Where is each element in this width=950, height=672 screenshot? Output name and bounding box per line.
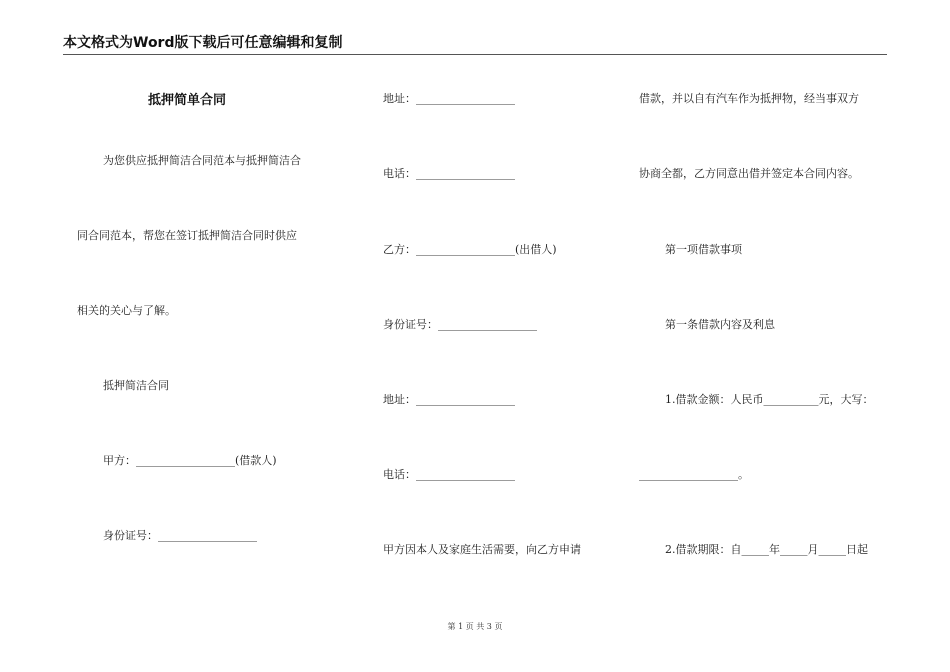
party-b-line: 乙方：__________________(出借人) — [383, 243, 557, 256]
header-text: 本文格式为Word版下载后可任意编辑和复制 — [63, 35, 343, 51]
paragraph-line: 相关的关心与了解。 — [77, 304, 176, 317]
paragraph-line: 为您供应抵押简洁合同范本与抵押简洁合 — [103, 154, 301, 167]
section-heading: 第一项借款事项 — [665, 243, 742, 256]
paragraph-line: 甲方因本人及家庭生活需要，向乙方申请 — [383, 543, 581, 556]
loan-amount-line: 1.借款金额：人民币__________元，大写： — [665, 393, 874, 406]
address-line: 地址：__________________ — [383, 393, 515, 406]
paragraph-line: 协商全都，乙方同意出借并签定本合同内容。 — [639, 167, 859, 180]
page-header — [63, 34, 887, 55]
id-number-line: 身份证号：__________________ — [383, 318, 537, 331]
page-number: 第 1 页 共 3 页 — [447, 622, 503, 631]
id-number-line: 身份证号：__________________ — [103, 529, 257, 542]
document-title: 抵押简单合同 — [148, 93, 227, 108]
paragraph-line: 借款，并以自有汽车作为抵押物，经当事双方 — [639, 92, 859, 105]
loan-term-line: 2.借款期限：自_____年_____月_____日起 — [665, 543, 868, 556]
clause-heading: 第一条借款内容及利息 — [665, 318, 775, 331]
amount-in-words-line: __________________。 — [639, 468, 749, 481]
phone-line: 电话：__________________ — [383, 167, 515, 180]
section-heading: 抵押简洁合同 — [103, 379, 169, 392]
paragraph-line: 同合同范本，帮您在签订抵押简洁合同时供应 — [77, 229, 297, 242]
address-line: 地址：__________________ — [383, 92, 515, 105]
party-a-line: 甲方：__________________(借款人) — [103, 454, 277, 467]
phone-line: 电话：__________________ — [383, 468, 515, 481]
